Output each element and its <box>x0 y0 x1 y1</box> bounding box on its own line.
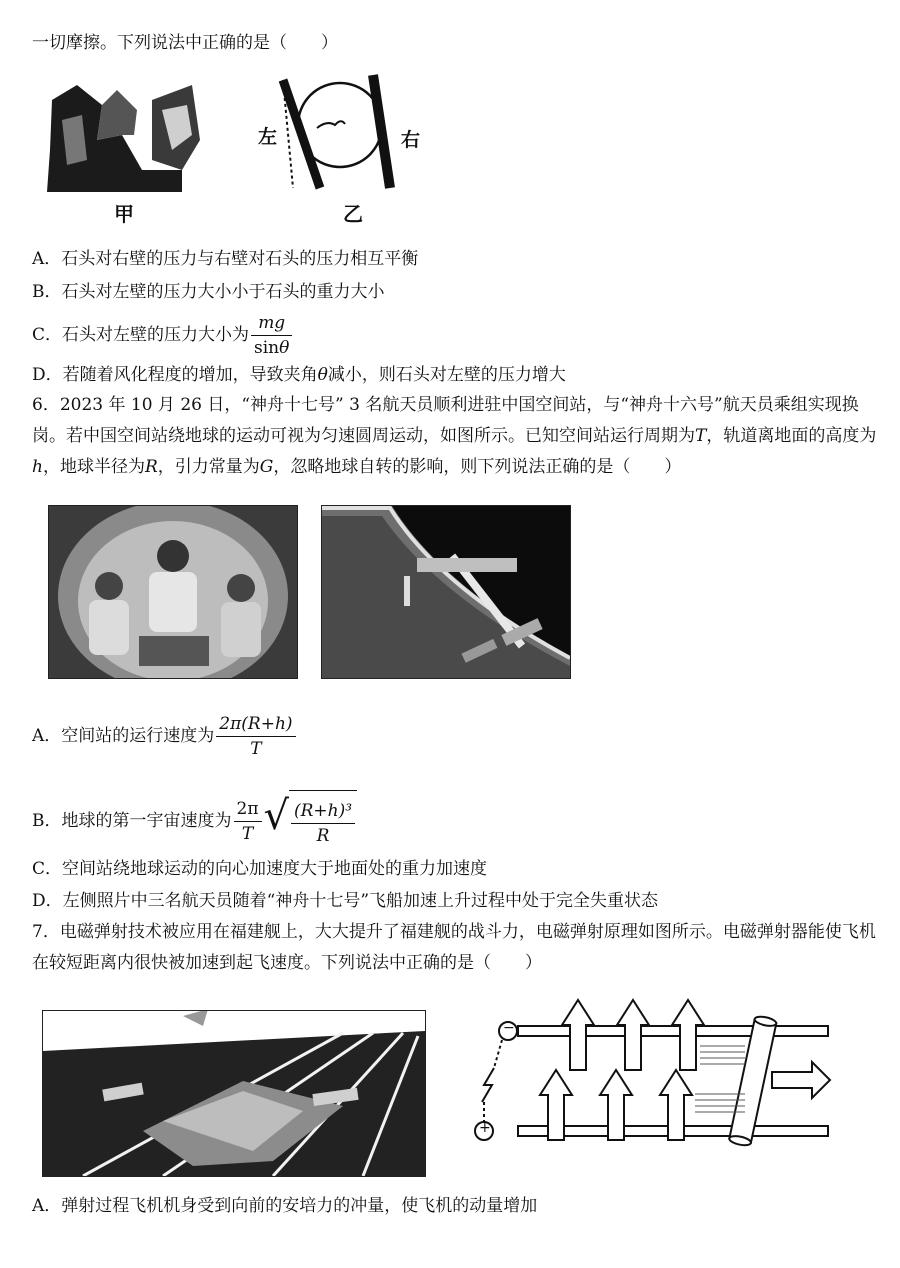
q6-b-frac-den: T <box>241 824 254 844</box>
space-station-photo <box>321 505 571 679</box>
q6-option-b-sqrt <box>264 790 358 853</box>
q6-option-b-fraction <box>234 799 262 844</box>
q5-option-a: A．石头对右壁的压力与右壁对石头的压力相互平衡 <box>32 249 419 269</box>
left-label: 左 <box>258 126 278 148</box>
q6-option-b-text: B．地球的第一宇宙速度为 <box>32 811 232 831</box>
q6-a-denominator: T <box>250 739 262 759</box>
q6-var-t: T <box>695 426 707 446</box>
astronauts-photo <box>48 505 298 679</box>
q5-option-d-prefix: D．若随着风化程度的增加，导致夹角 <box>32 365 318 385</box>
carrier-deck-photo <box>42 1010 426 1177</box>
q6-stem-4: ，引力常量为 <box>157 457 260 477</box>
q5-option-d-suffix: 减小，则石头对左壁的压力增大 <box>327 365 566 385</box>
sqrt-icon: √ <box>263 793 289 839</box>
q6-stem-5: ，忽略地球自转的影响，则下列说法正确的是（ ） <box>273 457 682 477</box>
q6-b-root-num: (R+h)³ <box>291 801 355 824</box>
q5-option-d <box>32 364 566 386</box>
q6-stem-3: ，地球半径为 <box>42 457 145 477</box>
q6-option-b <box>32 790 357 853</box>
figure-yi-label: 乙 <box>343 202 363 226</box>
q6-stem <box>32 390 877 483</box>
q5-option-b: B．石头对左壁的压力大小小于石头的重力大小 <box>32 282 385 302</box>
q6-var-g: G <box>259 457 274 477</box>
q6-var-h: h <box>32 457 43 477</box>
catapult-schematic <box>470 990 840 1150</box>
right-label: 右 <box>401 129 421 151</box>
q5-c-den-var: θ <box>279 338 290 358</box>
minus-terminal-label: − <box>503 1020 515 1036</box>
q6-b-root-den: R <box>316 826 330 846</box>
q5-option-d-var: θ <box>317 365 328 385</box>
q6-option-c: C．空间站绕地球运动的向心加速度大于地面处的重力加速度 <box>32 859 488 879</box>
q5-option-c-text: C．石头对左壁的压力大小为 <box>32 325 250 345</box>
q6-option-a <box>32 708 298 764</box>
q5-c-den-fn: sin <box>254 338 280 358</box>
q6-b-frac-num: 2π <box>234 799 262 822</box>
q5-option-c <box>32 313 294 358</box>
figure-jia-label: 甲 <box>114 202 134 226</box>
intro-line: 一切摩擦。下列说法中正确的是（ ） <box>32 33 338 53</box>
q5-option-c-fraction <box>251 313 292 358</box>
q6-var-r: R <box>144 457 158 477</box>
plus-terminal-label: + <box>479 1120 491 1136</box>
q6-stem-1: 6．2023 年 10 月 26 日，“神舟十七号” 3 名航天员顺利进驻中国空间站，与“神舟十六号”航天员乘组实现换岗。若中国空间站绕地球的运动可视为匀速圆周运动，如图所示。已知空间站运行周期为 <box>32 395 859 446</box>
q6-option-d: D．左侧照片中三名航天员随着“神舟十七号”飞船加速上升过程中处于完全失重状态 <box>32 891 659 911</box>
q7-stem: 7．电磁弹射技术被应用在福建舰上，大大提升了福建舰的战斗力，电磁弹射原理如图所示。电磁弹射器能使飞机在较短距离内很快被加速到起飞速度。下列说法中正确的是（ ） <box>32 922 876 973</box>
q6-a-numerator: 2π(R+h) <box>216 714 295 737</box>
q6-option-a-fraction <box>216 714 295 759</box>
figure-jia-photo <box>42 80 202 195</box>
q5-c-numerator: mg <box>251 313 292 336</box>
q6-stem-2: ，轨道离地面的高度为 <box>706 426 877 446</box>
q6-option-a-text: A．空间站的运行速度为 <box>32 726 215 746</box>
q7-option-a: A．弹射过程飞机机身受到向前的安培力的冲量，使飞机的动量增加 <box>32 1196 538 1216</box>
